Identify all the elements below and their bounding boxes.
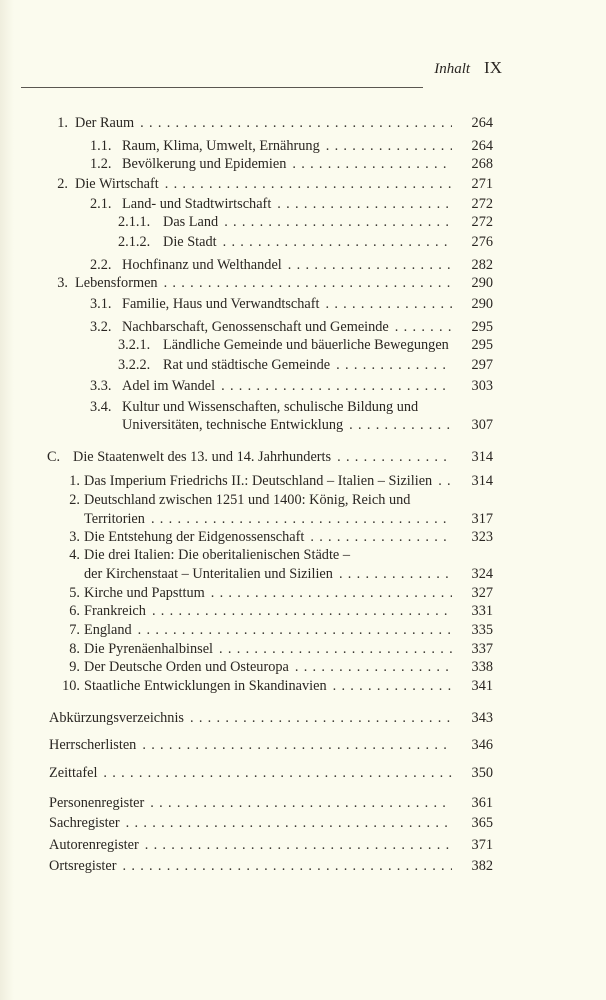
dot-leader [288, 255, 452, 275]
toc-entry[interactable] [0, 136, 606, 156]
toc-entry[interactable] [0, 856, 606, 876]
toc-entry-number: 3.2.1. [118, 337, 151, 353]
toc-entry-title-leader [75, 174, 458, 194]
toc-entry[interactable] [0, 601, 606, 621]
toc-entry-number: 9. [69, 659, 80, 675]
dot-leader [126, 813, 452, 833]
toc-entry-page-number: 371 [471, 837, 493, 853]
toc-entry-page-number: 341 [471, 678, 493, 694]
toc-entry-title-leader [163, 335, 458, 355]
toc-entry[interactable] [0, 294, 606, 314]
dot-leader [164, 273, 452, 293]
toc-entry-title-leader [122, 136, 458, 156]
toc-entry-number: 2.1.1. [118, 214, 151, 230]
toc-entry[interactable] [0, 639, 606, 659]
toc-entry-number: 2.2. [90, 257, 112, 273]
toc-entry-title: Das Imperium Friedrichs II.: Deutschland – Italien – Sizilien [84, 473, 433, 489]
toc-entry-page-number: 327 [471, 585, 493, 601]
toc-entry-title-leader [122, 376, 458, 396]
dot-leader [223, 232, 452, 252]
toc-entry-title-leader [122, 255, 458, 275]
toc-entry[interactable] [0, 154, 606, 174]
toc-entry[interactable] [0, 376, 606, 396]
toc-entry[interactable] [0, 793, 606, 813]
toc-entry-title-leader [73, 447, 458, 467]
toc-entry-number: 3.4. [90, 399, 112, 415]
toc-entry-page-number: 264 [471, 115, 493, 131]
toc-entry-title-leader [75, 273, 458, 293]
toc-entry-title: Nachbarschaft, Genossenschaft und Gemeinde [122, 319, 389, 335]
header-page-number: IX [484, 58, 502, 77]
toc-entry-page-number: 307 [471, 417, 493, 433]
toc-entry-title-leader [49, 735, 458, 755]
toc-entry-title: Hochfinanz und Welthandel [122, 257, 282, 273]
toc-entry[interactable] [0, 471, 606, 491]
toc-entry[interactable] [0, 657, 606, 677]
toc-entry[interactable] [0, 194, 606, 214]
toc-entry-title: Familie, Haus und Verwandtschaft [122, 296, 320, 312]
toc-entry-number: 2.1. [90, 196, 112, 212]
toc-entry-title-leader [84, 471, 458, 491]
toc-entry-title-line1: Kultur und Wissenschaften, schulische Bildung und [122, 399, 419, 415]
dot-leader [152, 601, 452, 621]
toc-entry-title: Der Raum [75, 115, 135, 131]
toc-entry-number: 2. [69, 492, 80, 508]
toc-entry[interactable] [0, 676, 606, 696]
toc-entry-title-leader [84, 620, 458, 640]
toc-entry-page-number: 295 [471, 337, 493, 353]
toc-entry-title: Frankreich [84, 603, 146, 619]
toc-entry-title: Ortsregister [49, 858, 117, 874]
toc-entry[interactable] [0, 232, 606, 252]
dot-leader [165, 174, 452, 194]
dot-leader [326, 136, 452, 156]
toc-entry-title: Land- und Stadtwirtschaft [122, 196, 272, 212]
toc-entry-title: Bevölkerung und Epidemien [122, 156, 287, 172]
dot-leader [333, 676, 452, 696]
toc-entry-title: Herrscherlisten [49, 737, 137, 753]
toc-entry-title: Sachregister [49, 815, 120, 831]
dot-leader [325, 294, 452, 314]
toc-entry-page-number: 297 [471, 357, 493, 373]
toc-entry[interactable] [0, 583, 606, 603]
toc-entry-number: 7. [69, 622, 80, 638]
toc-entry-title-leader [84, 657, 458, 677]
toc-entry-title-leader [84, 527, 458, 547]
toc-entry-page-number: 276 [471, 234, 493, 250]
dot-leader [145, 835, 452, 855]
toc-entry-title-leader [122, 415, 458, 435]
toc-entry-title: Die Pyrenäenhalbinsel [84, 641, 214, 657]
dot-leader [140, 113, 452, 133]
toc-entry-title: Kirche und Papsttum [84, 585, 205, 601]
toc-entry-number: 8. [69, 641, 80, 657]
toc-entry-title-leader [49, 763, 458, 783]
dot-leader [310, 527, 452, 547]
toc-entry[interactable] [0, 174, 606, 194]
toc-entry[interactable] [0, 355, 606, 375]
toc-entry-title-leader [49, 708, 458, 728]
toc-entry[interactable] [0, 813, 606, 833]
toc-entry-page-number: 271 [471, 176, 493, 192]
dot-leader [295, 657, 452, 677]
dot-leader [150, 793, 452, 813]
dot-leader [123, 856, 453, 876]
toc-entry-title-leader [84, 639, 458, 659]
toc-entry-title: Lebensformen [75, 275, 158, 291]
toc-entry-page-number: 343 [471, 710, 493, 726]
toc-entry-number: 3.3. [90, 378, 112, 394]
toc-entry-title: Die Stadt [163, 234, 217, 250]
toc-entry-number: 1. [69, 473, 80, 489]
toc-entry-title: Der Deutsche Orden und Osteuropa [84, 659, 289, 675]
toc-entry-page-number: 295 [471, 319, 493, 335]
toc-entry-title-leader [84, 564, 458, 584]
toc-entry-line1 [0, 490, 606, 510]
toc-entry[interactable] [0, 415, 606, 435]
toc-entry-title: Territorien [84, 511, 145, 527]
toc-entry-title: Raum, Klima, Umwelt, Ernährung [122, 138, 320, 154]
toc-entry-page-number: 324 [471, 566, 493, 582]
dot-leader [292, 154, 452, 174]
toc-entry-title: Das Land [163, 214, 219, 230]
toc-entry-title-leader [84, 583, 458, 603]
toc-entry[interactable] [0, 113, 606, 133]
toc-entry-number: 1.1. [90, 138, 112, 154]
dot-leader [219, 639, 452, 659]
toc-entry-title: Adel im Wandel [122, 378, 216, 394]
toc-entry-page-number: 335 [471, 622, 493, 638]
toc-entry[interactable] [0, 255, 606, 275]
dot-leader [103, 763, 452, 783]
dot-leader [395, 317, 452, 337]
toc-entry-title-leader [75, 113, 458, 133]
toc-entry-title: Universitäten, technische Entwicklung [122, 417, 344, 433]
toc-entry-page-number: 290 [471, 296, 493, 312]
dot-leader [224, 212, 452, 232]
toc-entry[interactable] [0, 708, 606, 728]
toc-entry-title-leader [122, 317, 458, 337]
toc-entry-page-number: 365 [471, 815, 493, 831]
dot-leader [190, 708, 452, 728]
toc-entry[interactable] [0, 509, 606, 529]
toc-entry-number: 6. [69, 603, 80, 619]
toc-entry-number: C. [47, 449, 61, 465]
dot-leader [438, 471, 452, 491]
toc-entry-number: 3.1. [90, 296, 112, 312]
toc-entry-page-number: 268 [471, 156, 493, 172]
toc-entry-page-number: 382 [471, 858, 493, 874]
toc-entry-title-leader [49, 813, 458, 833]
toc-entry-page-number: 361 [471, 795, 493, 811]
toc-entry-title: Personenregister [49, 795, 145, 811]
toc-entry-number: 1.2. [90, 156, 112, 172]
dot-leader [339, 564, 452, 584]
toc-entry-title-leader [84, 676, 458, 696]
toc-entry-number: 3.2.2. [118, 357, 151, 373]
toc-entry-title: Autorenregister [49, 837, 139, 853]
toc-entry-page-number: 272 [471, 214, 493, 230]
header-section-title: Inhalt [434, 61, 471, 77]
toc-entry-page-number: 350 [471, 765, 493, 781]
toc-entry-title-leader [122, 294, 458, 314]
toc-entry-title-line1: Deutschland zwischen 1251 und 1400: König, Reich und [84, 492, 411, 508]
toc-entry-title-leader [163, 232, 458, 252]
dot-leader [142, 735, 452, 755]
toc-entry[interactable] [0, 620, 606, 640]
toc-entry-title: Rat und städtische Gemeinde [163, 357, 331, 373]
dot-leader [337, 447, 452, 467]
toc-entry-page-number: 282 [471, 257, 493, 273]
toc-entry-title-leader [84, 601, 458, 621]
toc-entry-number: 3. [69, 529, 80, 545]
dot-leader [221, 376, 452, 396]
toc-entry-title-leader [163, 212, 458, 232]
toc-entry-title-leader [122, 154, 458, 174]
toc-entry-line1 [0, 545, 606, 565]
toc-entry[interactable] [0, 273, 606, 293]
toc-entry-title: Zeittafel [49, 765, 98, 781]
toc-entry-title-leader [163, 355, 458, 375]
toc-entry[interactable] [0, 564, 606, 584]
toc-entry-title: Die Wirtschaft [75, 176, 159, 192]
toc-entry-title: der Kirchenstaat – Unteritalien und Sizilien [84, 566, 333, 582]
toc-entry-page-number: 303 [471, 378, 493, 394]
toc-entry-page-number: 290 [471, 275, 493, 291]
toc-entry[interactable] [0, 317, 606, 337]
toc-entry-number: 1. [57, 115, 68, 131]
toc-entry-title-leader [84, 509, 458, 529]
toc-entry-page-number: 314 [471, 473, 493, 489]
toc-entry-title: Staatliche Entwicklungen in Skandinavien [84, 678, 327, 694]
toc-entry-title-line1: Die drei Italien: Die oberitalienischen Städte – [84, 547, 350, 563]
dot-leader [211, 583, 452, 603]
toc-entry-number: 3. [57, 275, 68, 291]
toc-entry-number: 3.2. [90, 319, 112, 335]
toc-entry[interactable] [0, 835, 606, 855]
dot-leader [349, 415, 452, 435]
toc-entry-title: England [84, 622, 132, 638]
toc-entry[interactable] [0, 527, 606, 547]
toc-entry[interactable] [0, 212, 606, 232]
toc-entry-title-leader [49, 793, 458, 813]
dot-leader [336, 355, 452, 375]
running-header [434, 58, 502, 78]
toc-entry-title-leader [122, 194, 458, 214]
toc-entry-number: 2.1.2. [118, 234, 151, 250]
header-rule [21, 87, 423, 88]
toc-entry-page-number: 323 [471, 529, 493, 545]
toc-entry-page-number: 264 [471, 138, 493, 154]
toc-entry[interactable] [0, 735, 606, 755]
toc-entry-title: Die Staatenwelt des 13. und 14. Jahrhunderts [73, 449, 332, 465]
toc-entry-page-number: 317 [471, 511, 493, 527]
toc-entry-title: Ländliche Gemeinde und bäuerliche Bewegungen [163, 337, 449, 353]
toc-entry[interactable] [0, 335, 606, 355]
toc-entry-number: 4. [69, 547, 80, 563]
toc-entry-page-number: 337 [471, 641, 493, 657]
toc-entry-number: 2. [57, 176, 68, 192]
toc-entry-number: 10. [62, 678, 80, 694]
toc-entry[interactable] [0, 447, 606, 467]
toc-entry-number: 5. [69, 585, 80, 601]
toc-entry-page-number: 314 [471, 449, 493, 465]
toc-entry-page-number: 331 [471, 603, 493, 619]
toc-entry-line1 [0, 397, 606, 417]
toc-entry[interactable] [0, 763, 606, 783]
toc-entry-title: Die Entstehung der Eidgenossenschaft [84, 529, 305, 545]
toc-entry-page-number: 338 [471, 659, 493, 675]
toc-entry-title: Abkürzungsverzeichnis [49, 710, 184, 726]
dot-leader [277, 194, 452, 214]
dot-leader [151, 509, 452, 529]
toc-entry-page-number: 272 [471, 196, 493, 212]
toc-entry-title-leader [49, 856, 458, 876]
dot-leader [138, 620, 452, 640]
toc-entry-title-leader [49, 835, 458, 855]
toc-entry-page-number: 346 [471, 737, 493, 753]
